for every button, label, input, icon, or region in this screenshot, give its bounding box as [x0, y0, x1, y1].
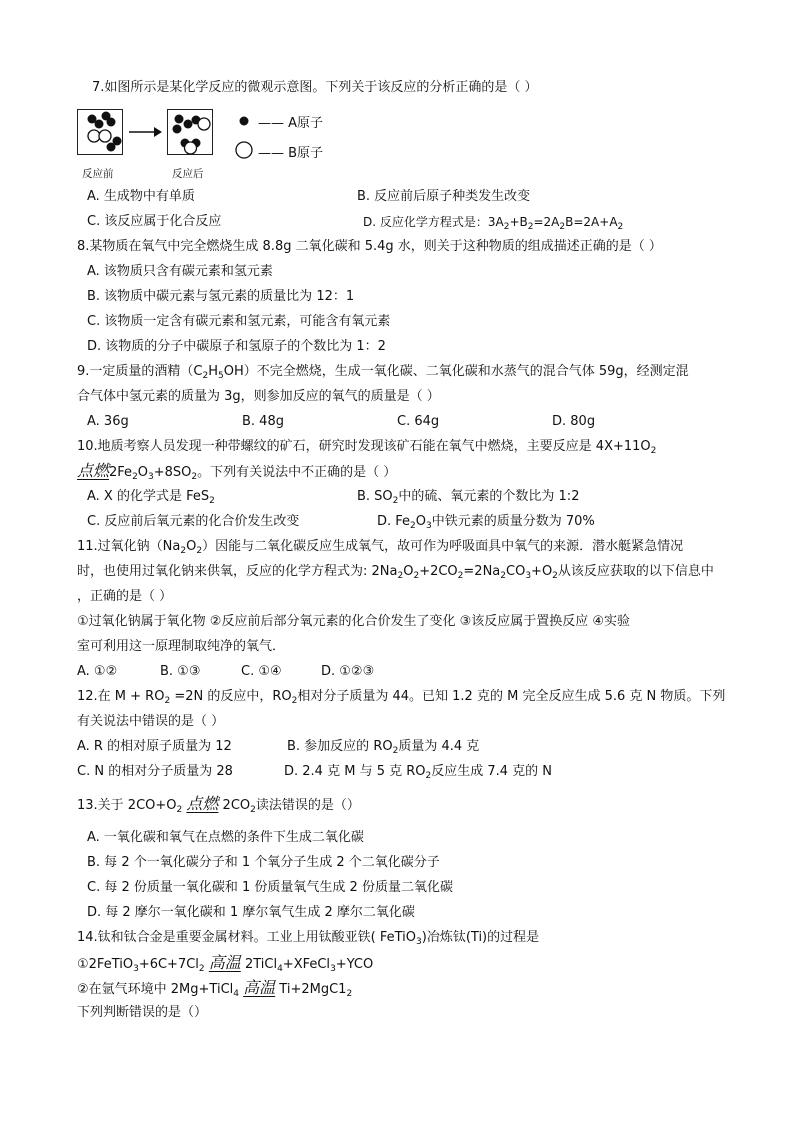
q9-option-b: B. 48g: [242, 414, 284, 429]
q9-line2: 合气体中氢元素的质量为 3g，则参加反应的氧气的质量是（ ）: [77, 389, 440, 404]
ignite-condition-13: 点燃: [186, 794, 219, 813]
q7-option-d: D. 反应化学方程式是：$3A_2+B_2=2A_2B=2A+A_2$: [363, 215, 624, 232]
q13-option-d: D. 每 2 摩尔一氧化碳和 1 摩尔氧气生成 2 摩尔二氧化碳: [87, 905, 415, 920]
after-box: [167, 109, 213, 155]
q12-line2: 有关说法中错误的是（ ）: [77, 714, 225, 729]
q10-option-d: D. $Fe_2O_3$中铁元素的质量分数为 70%: [377, 514, 595, 531]
q11-line2: 时，也使用过氧化钠来供氧，反应的化学方程式为: $2Na_2O_2+2CO_2=2Na_2CO_3+O_2$从该反应获取的以下信息中: [77, 564, 714, 581]
q11-option-c: C. ①④: [241, 664, 282, 679]
q14-reaction-1: $①2FeTiO_3+6C+7Cl_2$ 高温 2TiCl$_4$+XFeCl$_3$+YCO: [77, 953, 374, 974]
high-temp-condition-2: 高温: [243, 978, 276, 997]
q13-stem: 13.关于 $2CO+O_2$ 点燃 $2CO_2$读法错误的是（）: [77, 794, 360, 815]
q14-last-line: 下列判断错误的是（）: [77, 1005, 208, 1020]
q11-line1: 11.过氧化钠$(Na_2O_2)$因能与二氧化碳反应生成氧气，故可作为呼吸面具中氧气的来源．潜水艇紧急情况: [77, 539, 684, 556]
q8-option-a: A. 该物质只含有碳元素和氢元素: [87, 264, 273, 279]
q14-stem: 14.钛和钛合金是重要金属材料。工业上用钛酸亚铁( FeTiO$_3$)冶炼钛(Ti)的过程是: [77, 930, 540, 947]
q8-stem: 8.某物质在氧气中完全燃烧生成 8.8g 二氧化碳和 5.4g 水，则关于这种物质的组成描述正确的是（ ）: [77, 239, 662, 254]
q7-option-a: A. 生成物中有单质: [87, 189, 195, 204]
after-caption: 反应后: [172, 168, 204, 180]
q12-option-d: D. 2.4 克 M 与 5 克 $RO_2$反应生成 7.4 克的 N: [284, 764, 553, 781]
q12-option-a: A. R 的相对原子质量为 12: [77, 739, 232, 754]
a-atom-legend-icon: [237, 114, 251, 128]
q9-option-c: C. 64g: [397, 414, 440, 429]
q10-line2: 点燃$2Fe_2O_3+8SO_2$。下列有关说法中不正确的是（ ）: [77, 461, 397, 482]
reaction-arrow-icon: [127, 125, 163, 139]
q12-line1: 12.在 $M + RO_2 =2N$ 的反应中，$RO_2$相对分子质量为 44。已知 1.2 克的 M 完全反应生成 5.6 克 N 物质。下列: [77, 689, 726, 706]
before-box: [77, 109, 123, 155]
q14-reaction-2: ②在氩气环境中 2Mg+TiCl$_4$ 高温 $Ti+2MgC1_2$: [77, 978, 353, 999]
q10-line1: 10.地质考察人员发现一种带螺纹的矿石，研究时发现该矿石能在氧气中燃烧，主要反应是 $4X+11O_2$: [77, 439, 657, 456]
q11-option-d: D. ①②③: [321, 664, 375, 679]
before-molecules: [78, 110, 124, 156]
legend-a-text: —— A原子: [258, 116, 324, 131]
q8-option-b: B. 该物质中碳元素与氢元素的质量比为 12：1: [87, 289, 355, 304]
q9-line1: 9.一定质量的酒精$(C_2H_5OH)$不完全燃烧，生成一氧化碳、二氧化碳和水蒸气的混合气体 59g，经测定混: [77, 364, 689, 381]
legend-b-text: —— B原子: [258, 146, 324, 161]
q11-line5: 室可利用这一原理制取纯净的氧气．: [77, 639, 286, 654]
before-caption: 反应前: [82, 168, 114, 180]
after-molecules: [168, 110, 214, 156]
q8-option-c: C. 该物质一定含有碳元素和氢元素，可能含有氧元素: [87, 314, 391, 329]
q11-line3: ，正确的是（ ）: [77, 589, 173, 604]
q7-option-c: C. 该反应属于化合反应: [87, 214, 222, 229]
high-temp-condition-1: 高温: [208, 953, 241, 972]
q7-option-b: B. 反应前后原子种类发生改变: [357, 189, 531, 204]
b-atom-legend-icon: [234, 140, 254, 160]
q7-stem: 7.如图所示是某化学反应的微观示意图。下列关于该反应的分析正确的是（ ）: [92, 80, 538, 95]
q13-option-c: C. 每 2 份质量一氧化碳和 1 份质量氧气生成 2 份质量二氧化碳: [87, 880, 453, 895]
q12-option-b: B. 参加反应的 $RO_2$质量为 4.4 克: [287, 739, 480, 756]
q11-line4: ①过氧化钠属于氧化物 ②反应前后部分氧元素的化合价发生了变化 ③该反应属于置换反应 ④实验: [77, 614, 631, 629]
q13-option-a: A. 一氧化碳和氧气在点燃的条件下生成二氧化碳: [87, 830, 364, 845]
q10-option-c: C. 反应前后氧元素的化合价发生改变: [87, 514, 300, 529]
ignite-condition: 点燃: [77, 461, 110, 480]
q11-option-a: A. ①②: [77, 664, 118, 679]
q12-option-c: C. N 的相对分子质量为 28: [77, 764, 233, 779]
q9-option-a: A. 36g: [87, 414, 129, 429]
q10-option-a: A. X 的化学式是 FeS$_2$: [87, 489, 215, 506]
q10-option-b: B. $SO_2$中的硫、氧元素的个数比为 1:2: [357, 489, 580, 506]
q8-option-d: D. 该物质的分子中碳原子和氢原子的个数比为 1：2: [87, 339, 386, 354]
q11-option-b: B. ①③: [160, 664, 201, 679]
q9-option-d: D. 80g: [552, 414, 596, 429]
q13-option-b: B. 每 2 个一氧化碳分子和 1 个氧分子生成 2 个二氧化碳分子: [87, 855, 440, 870]
